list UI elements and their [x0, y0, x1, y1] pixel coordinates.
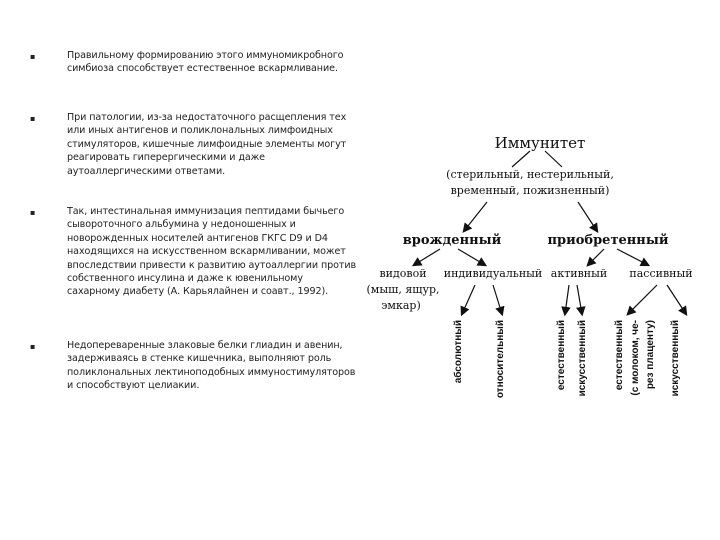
- leaf-relative: относительный: [495, 320, 506, 399]
- paragraph-pathology: При патологии, из-за недостаточного расщепления тех или иных антигенов и поликлональных лимфоидных стимуляторов, кишечные лимфоидные элементы могут реагировать гиперергическими и даже аутоаллергическими ответами.: [67, 112, 347, 177]
- node-individual: индивидуальный: [443, 267, 543, 280]
- leaf-passive-natural-note: рез плаценту): [645, 320, 656, 390]
- leaf-active-natural: естественный: [556, 320, 567, 391]
- node-passive: пассивный: [629, 267, 693, 280]
- leaf-active-artificial: искусственный: [577, 320, 588, 397]
- paragraph-immunization: Так, интестинальная иммунизация пептидами бычьего сывороточного альбумина у недоношенных и новорожденных носителей антигенов ГКГС D9 и D4 находящихся на искусственном вскармливании, может впоследствии привести к развитию аутоаллергии против собственного инсулина и даже к ювенильному сахарному диабету (А. Карьялайнен и соавт., 1992).: [67, 206, 357, 298]
- node-immunity: Иммунитет: [494, 134, 586, 152]
- node-active: активный: [550, 267, 608, 280]
- leaf-passive-natural-note: (с молоком, че-: [630, 320, 641, 396]
- node-acquired: приобретенный: [547, 233, 669, 248]
- node-species-note: (мыш, ящур,: [366, 283, 440, 296]
- paragraph-natural-feeding: Правильному формированию этого иммуномикробного симбиоза способствует естественное вскармливание.: [67, 50, 344, 75]
- node-immunity-note: (стерильный, нестерильный,: [446, 168, 614, 181]
- leaf-passive-artificial: искусственный: [670, 320, 681, 397]
- node-innate: врожденный: [402, 233, 502, 248]
- bullet-marker: ▪: [30, 342, 36, 351]
- node-species-note: эмкар): [381, 299, 421, 312]
- bullet-marker: ▪: [30, 208, 36, 217]
- node-species: видовой: [379, 267, 427, 280]
- bullet-marker: ▪: [30, 114, 36, 123]
- bullet-marker: ▪: [30, 52, 36, 61]
- leaf-absolute: абсолютный: [453, 320, 464, 384]
- leaf-passive-natural: естественный: [614, 320, 625, 391]
- paragraph-gliadin: Недопереваренные злаковые белки глиадин и авенин, задерживаясь в стенке кишечника, выполняют роль поликлональных лектиноподобных иммуностимуляторов и способствуют целиакии.: [67, 340, 356, 392]
- node-immunity-note: временный, пожизненный): [450, 184, 610, 197]
